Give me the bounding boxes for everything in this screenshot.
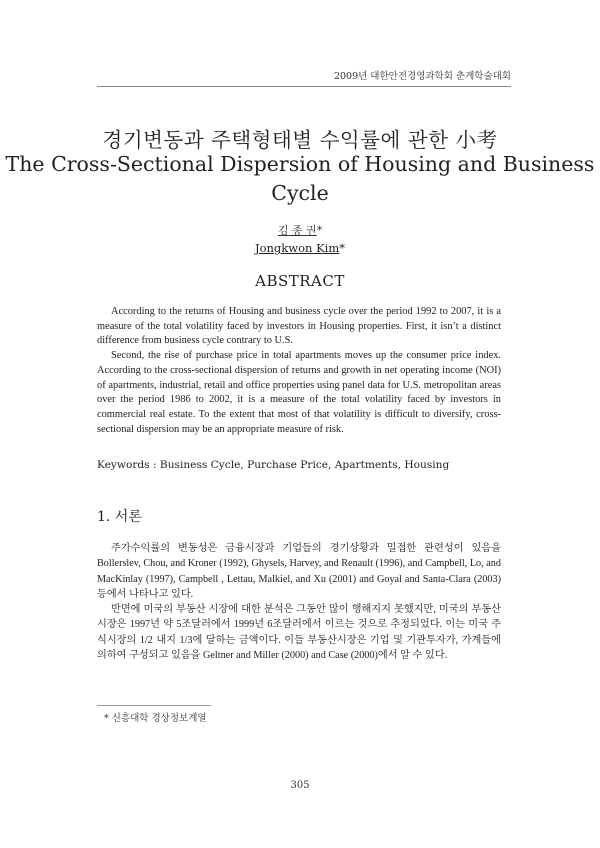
- title-korean: 경기변동과 주택형태별 수익률에 관한 小考: [102, 128, 498, 152]
- body-paragraph: 주가수익률의 변동성은 금융시장과 기업들의 경기상황과 밀접한 관련성이 있음을 Bollerslev, Chou, and Kroner (1992), Ghysels, Harvey, and Renault (1996), and Campbell, Lo, and MacKinlay (1997), Campbell , Lettau, Malkiel, and Xu (2001) and Goyal and Santa-Clara (2003) 등에서 나타나고 있다.: [97, 543, 501, 600]
- header-rule: [97, 86, 511, 87]
- author-korean-name: 김 종 권: [277, 224, 317, 237]
- author-korean: [0, 222, 600, 238]
- title-english: The Cross-Sectional Dispersion of Housing and Business Cycle: [5, 152, 595, 205]
- author-english-name: Jongkwon Kim: [254, 241, 340, 255]
- page-number: 305: [290, 780, 310, 791]
- abstract-heading: ABSTRACT: [255, 272, 345, 290]
- author-english: [0, 241, 600, 255]
- abstract-paragraph: According to the returns of Housing and business cycle over the period 1992 to 2007, it is a measure of the total volatility faced by investors in Housing properties. First, it isn’t a distinct difference from business cycle contrary to U.S.: [97, 306, 501, 347]
- author-mark: *: [316, 224, 323, 237]
- footnote: * 신흥대학 경상정보계열: [104, 713, 207, 724]
- conference-header: 2009년 대한안전경영과학회 춘계학술대회: [333, 71, 511, 82]
- body-paragraph: 반면에 미국의 부동산 시장에 대한 분석은 그동안 많이 행해지지 못했지만, 미국의 부동산시장은 1997년 약 5조달러에서 1999년 6조달러에서 이르는 것으로 추정되었다. 이는 미국 주식시장의 1/2 내지 1/3에 달하는 금액이다. 이들 부동산시장은 기업 및 기관투자가, 가계들에 의하여 구성되고 있음을 Geltner and Miller (2000) and Case (2000)에서 알 수 있다.: [97, 604, 501, 662]
- footnote-rule: [97, 705, 211, 706]
- section-body: [97, 541, 501, 663]
- keywords: Keywords : Business Cycle, Purchase Price, Apartments, Housing: [97, 459, 450, 471]
- abstract-paragraph: Second, the rise of purchase price in total apartments moves up the consumer price index. According to the cross-sectional dispersion of returns and growth in net operating income (NOI) of apartments, industrial, retail and office properties using panel data for U.S. metropolitan areas over the period 1986 to 2002, it is a measure of the total volatility faced by investors in commercial real estate. To the extent that most of that volatility is difficult to diversify, cross-sectional dispersion may be an appropriate measure of risk.: [97, 350, 501, 435]
- abstract-body: [97, 305, 501, 437]
- author-mark: *: [339, 241, 346, 255]
- section-heading: 1. 서론: [97, 509, 142, 525]
